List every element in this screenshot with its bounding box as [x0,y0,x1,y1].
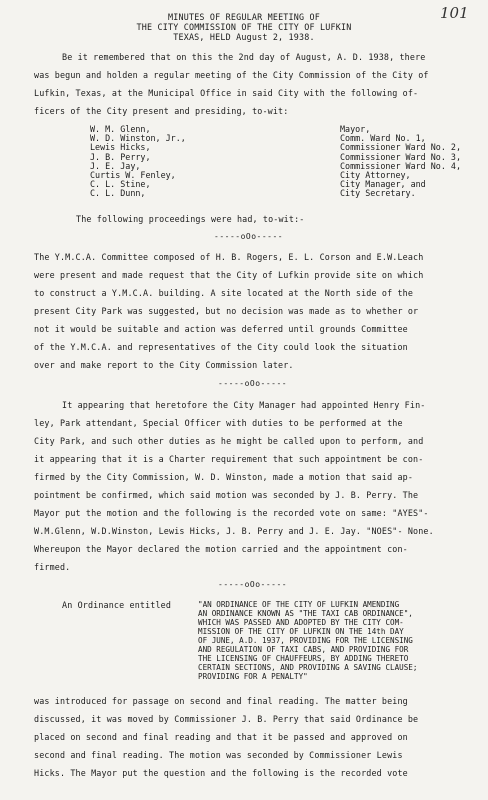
ordinance-title-line: AN ORDINANCE KNOWN AS "THE TAXI CAB ORDINANCE", [198,609,413,618]
ordinance-lead: An Ordinance entitled [62,600,172,610]
ordinance-title-line: MISSION OF THE CITY OF LUFKIN ON THE 14th DAY [198,627,404,636]
officer-name: W. D. Winston, Jr., [90,133,186,144]
proceedings-line: The following proceedings were had, to-wit:- [76,214,305,224]
officer-name: Curtis W. Fenley, [90,169,176,180]
ordinance-title-line: OF JUNE, A.D. 1937, PROVIDING FOR THE LICENSING [198,636,413,645]
closing-line: was introduced for passage on second and final reading. The matter being [34,696,408,706]
ordinance-title-line: WHICH WAS PASSED AND ADOPTED BY THE CITY COM- [198,618,404,627]
officer-name: J. E. Jay, [90,160,141,171]
appointment-line: firmed. [34,562,71,572]
appointment-line: pointment be confirmed, which said motion was seconded by J. B. Perry. The [34,490,419,500]
closing-line: Hicks. The Mayor put the question and the following is the recorded vote [34,768,408,778]
closing-line: second and final reading. The motion was seconded by Commissioner Lewis [34,750,403,760]
officer-title: City Manager, and [340,179,426,190]
ordinance-title-line: "AN ORDINANCE OF THE CITY OF LUFKIN AMENDING [198,600,400,609]
ymca-line: were present and made request that the City of Lufkin provide site on which [34,270,424,280]
officer-name: C. L. Dunn, [90,188,146,199]
heading-line-3: TEXAS, HELD August 2, 1938. [173,32,315,42]
ymca-line: not it would be suitable and action was deferred until grounds Committee [34,324,408,334]
officer-name: J. B. Perry, [90,151,151,162]
officer-title: Comm. Ward No. 1, [340,133,426,144]
officer-name: Lewis Hicks, [90,142,151,153]
appointment-line: ley, Park attendant, Special Officer with duties to be performed at the [34,418,403,428]
ordinance-title-line: CERTAIN SECTIONS, AND PROVIDING A SAVING CLAUSE; [198,663,418,672]
intro-line: ficers of the City present and presiding, to-wit: [34,106,289,116]
ymca-line: of the Y.M.C.A. and representatives of the City could look the situation [34,342,408,352]
heading-line-1: MINUTES OF REGULAR MEETING OF [167,12,321,22]
officer-title: Mayor, [340,124,371,134]
officer-names [90,124,186,198]
intro-line: was begun and holden a regular meeting of the City Commission of the City of [34,70,429,80]
officer-title: Commissioner Ward No. 3, [340,151,462,162]
appointment-line: firmed by the City Commission, W. D. Winston, made a motion that said ap- [34,472,414,482]
closing-line: placed on second and final reading and that it be passed and approved on [34,732,408,742]
heading-line-2: THE CITY COMMISSION OF THE CITY OF LUFKIN [136,22,352,32]
ymca-line: The Y.M.C.A. Committee composed of H. B. Rogers, E. L. Corson and E.W.Leach [34,252,424,262]
intro-line: Lufkin, Texas, at the Municipal Office in said City with the following of- [34,88,419,98]
closing-line: discussed, it was moved by Commissioner J. B. Perry that said Ordinance be [34,714,419,724]
appointment-line: it appearing that it is a Charter requirement that such appointment be con- [34,454,424,464]
officer-name: C. L. Stine, [90,179,151,190]
intro-line: Be it remembered that on this the 2nd day of August, A. D. 1938, there [62,52,426,62]
ymca-line: present City Park was suggested, but no decision was made as to whether or [34,306,419,316]
appointment-line: City Park, and such other duties as he might be called upon to perform, and [34,436,424,446]
separator: -----oOo----- [218,580,288,589]
ordinance-title-line: PROVIDING FOR A PENALTY" [198,672,308,681]
officer-title: City Secretary. [340,188,416,199]
separator: -----oOo----- [218,379,288,388]
officer-title: Commissioner Ward No. 4, [340,160,462,171]
officer-title: Commissioner Ward No. 2, [340,142,462,153]
appointment-line: Mayor put the motion and the following is the recorded vote on same: "AYES"- [34,508,429,518]
officer-titles [340,124,461,198]
page-number: 101 [440,4,469,22]
ymca-line: to construct a Y.M.C.A. building. A site located at the North side of the [34,288,414,298]
appointment-line: Whereupon the Mayor declared the motion carried and the appointment con- [34,544,408,554]
appointment-line: W.M.Glenn, W.D.Winston, Lewis Hicks, J. B. Perry and J. E. Jay. "NOES"- None. [34,526,434,536]
officer-name: W. M. Glenn, [90,124,151,134]
separator: -----oOo----- [214,232,284,241]
ymca-line: over and make report to the City Commission later. [34,360,294,370]
ordinance-title-line: THE LICENSING OF CHAUFFEURS, BY ADDING THERETO [198,654,409,663]
appointment-line: It appearing that heretofore the City Manager had appointed Henry Fin- [62,400,426,410]
ordinance-title-line: AND REGULATION OF TAXI CABS, AND PROVIDING FOR [198,645,409,654]
officer-title: City Attorney, [340,169,411,180]
